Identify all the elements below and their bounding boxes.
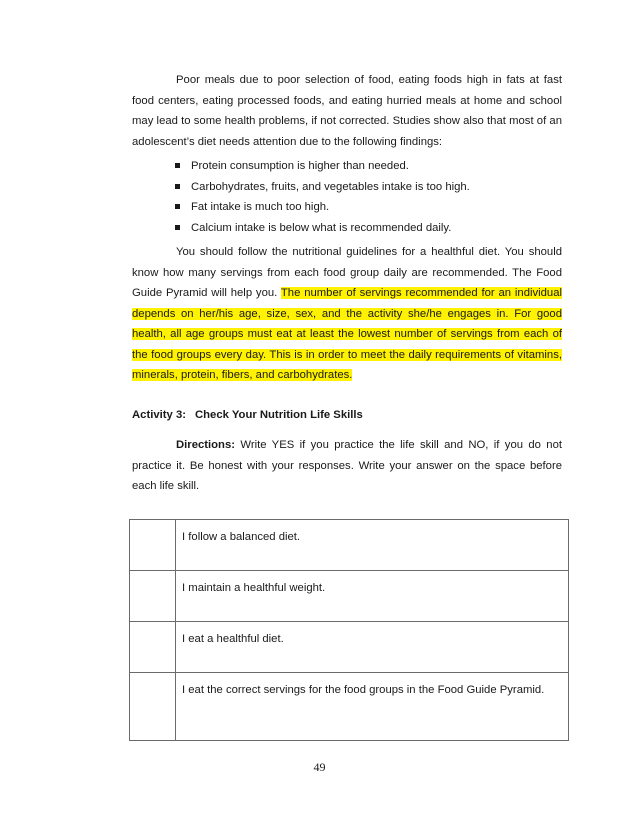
guidelines-text: You should follow the nutritional guidelines for a healthful diet. You should know how many servings from each food group daily are recommended. The Food Guide Pyramid will help you. [132, 246, 562, 299]
table-row [130, 622, 569, 673]
table-row [130, 520, 569, 571]
finding-item: Carbohydrates, fruits, and vegetables intake is too high. [175, 177, 565, 198]
answer-cell[interactable] [130, 622, 176, 673]
skill-cell: I eat a healthful diet. [176, 622, 569, 673]
skill-cell: I eat the correct servings for the food groups in the Food Guide Pyramid. [176, 673, 569, 741]
findings-list [175, 156, 565, 238]
table-row [130, 571, 569, 622]
activity-heading [132, 405, 363, 425]
directions-label: Directions: [176, 439, 236, 451]
activity-title: Check Your Nutrition Life Skills [195, 409, 363, 421]
highlighted-text: The number of servings recommended for an individual depends on her/his age, size, sex, and the activity she/he engages in. For good health, all age groups must eat at least the lowest number of servings from each of the food groups every day. This is in order to meet the daily requirements of vitamins, minerals, protein, fibers, and carbohydrates. [132, 287, 562, 381]
directions-text: Write YES if you practice the life skill and NO, if you do not practice it. Be honest with your responses. Write your answer on the space before each life skill. [132, 439, 562, 492]
directions-paragraph [132, 435, 562, 497]
life-skills-table [129, 519, 569, 741]
skill-cell: I maintain a healthful weight. [176, 571, 569, 622]
finding-item: Fat intake is much too high. [175, 197, 565, 218]
page-number: 49 [313, 760, 326, 774]
activity-number: Activity 3: [132, 409, 186, 421]
answer-cell[interactable] [130, 571, 176, 622]
guidelines-paragraph [132, 242, 562, 386]
finding-item: Protein consumption is higher than needed. [175, 156, 565, 177]
intro-paragraph: Poor meals due to poor selection of food, eating foods high in fats at fast food centers, eating processed foods, and eating hurried meals at home and school may lead to some health problems, if not corrected. Studies show also that most of an adolescent’s diet needs attention due to the following findings: [132, 74, 562, 148]
table-row [130, 673, 569, 741]
skill-cell: I follow a balanced diet. [176, 520, 569, 571]
finding-item: Calcium intake is below what is recommended daily. [175, 218, 565, 239]
answer-cell[interactable] [130, 520, 176, 571]
answer-cell[interactable] [130, 673, 176, 741]
